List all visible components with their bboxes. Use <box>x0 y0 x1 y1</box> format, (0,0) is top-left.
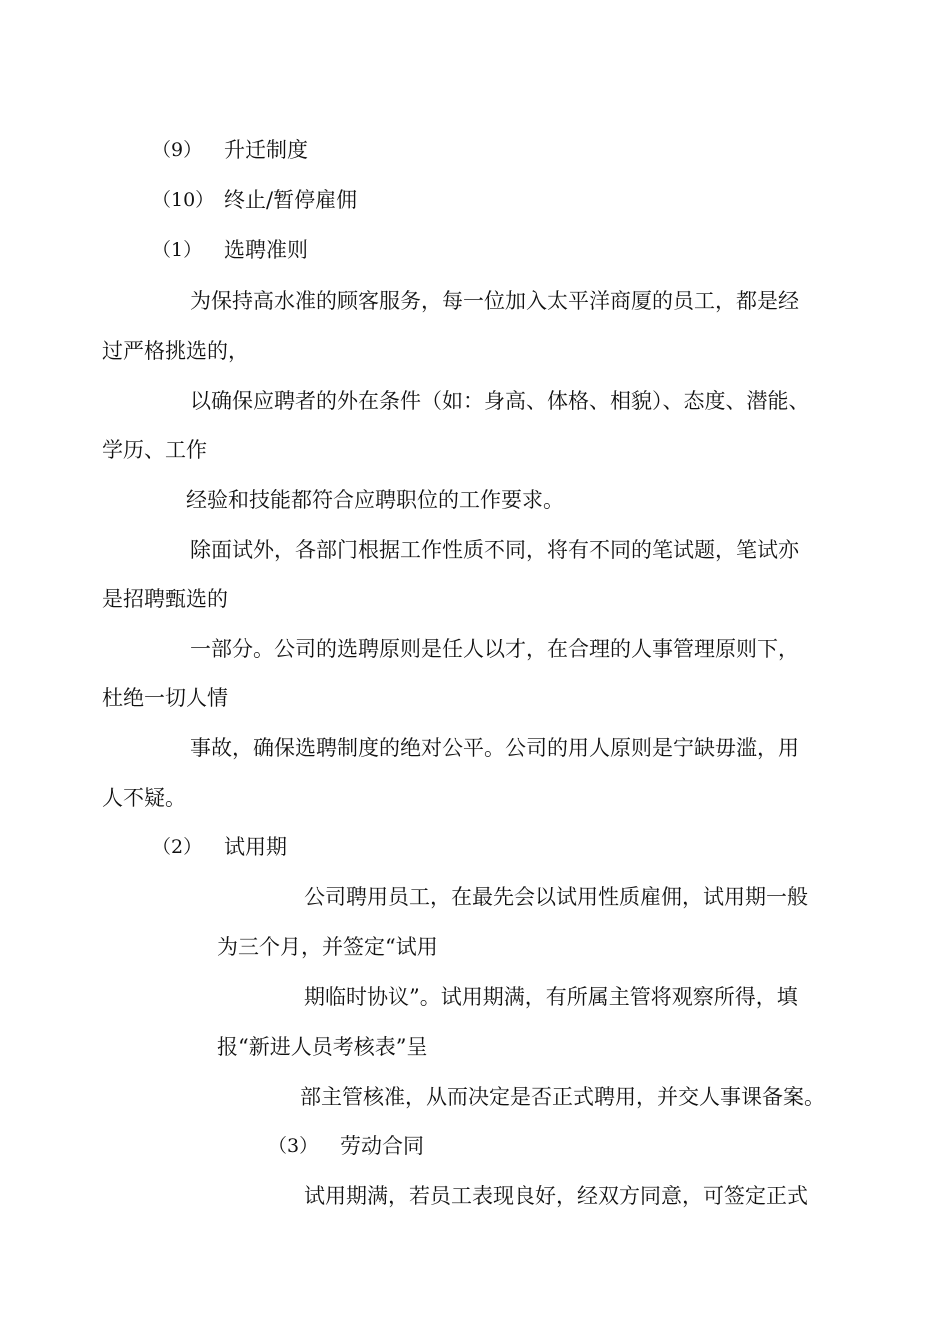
item-9-number: （9） <box>152 139 203 161</box>
paragraph-1-line-1: 为保持高水准的顾客服务，每一位加入太平洋商厦的员工，都是经 <box>190 289 799 313</box>
paragraph-4-line-1: 除面试外，各部门根据工作性质不同，将有不同的笔试题，笔试亦 <box>190 538 799 562</box>
item-10-title: 终止/暂停雇佣 <box>224 188 358 212</box>
item-9-title: 升迁制度 <box>224 138 308 162</box>
paragraph-2-line-2: 学历、工作 <box>102 438 207 462</box>
paragraph-6-line-1: 事故，确保选聘制度的绝对公平。公司的用人原则是宁缺毋滥，用 <box>190 736 799 760</box>
section-2-para-1-line-2: 为三个月，并签定“试用 <box>217 935 438 959</box>
item-10-number: （10） <box>152 189 215 211</box>
section-2-number: （2） <box>152 836 203 858</box>
paragraph-6-line-2: 人不疑。 <box>102 786 186 810</box>
item-1-number: （1） <box>152 239 203 261</box>
section-2-para-1-line-1: 公司聘用员工，在最先会以试用性质雇佣，试用期一般 <box>304 885 808 909</box>
paragraph-5-line-1: 一部分。公司的选聘原则是任人以才，在合理的人事管理原则下， <box>190 637 799 661</box>
paragraph-3-line-1: 经验和技能都符合应聘职位的工作要求。 <box>186 488 564 512</box>
section-2-para-3-line-1: 部主管核准，从而决定是否正式聘用，并交人事课备案。 <box>300 1085 825 1109</box>
section-2-title: 试用期 <box>224 835 287 859</box>
section-3-title: 劳动合同 <box>340 1134 424 1158</box>
section-3-number: （3） <box>268 1135 319 1157</box>
paragraph-1-line-2: 过严格挑选的， <box>102 339 249 363</box>
paragraph-4-line-2: 是招聘甄选的 <box>102 587 228 611</box>
paragraph-2-line-1: 以确保应聘者的外在条件（如：身高、体格、相貌）、态度、潜能、 <box>190 389 810 413</box>
section-2-para-2-line-1: 期临时协议”。试用期满，有所属主管将观察所得，填 <box>304 985 798 1009</box>
paragraph-5-line-2: 杜绝一切人情 <box>102 686 228 710</box>
item-1-title: 选聘准则 <box>224 238 308 262</box>
section-3-para-1-line-1: 试用期满，若员工表现良好，经双方同意，可签定正式 <box>304 1184 808 1208</box>
section-2-para-2-line-2: 报“新进人员考核表”呈 <box>217 1035 428 1059</box>
